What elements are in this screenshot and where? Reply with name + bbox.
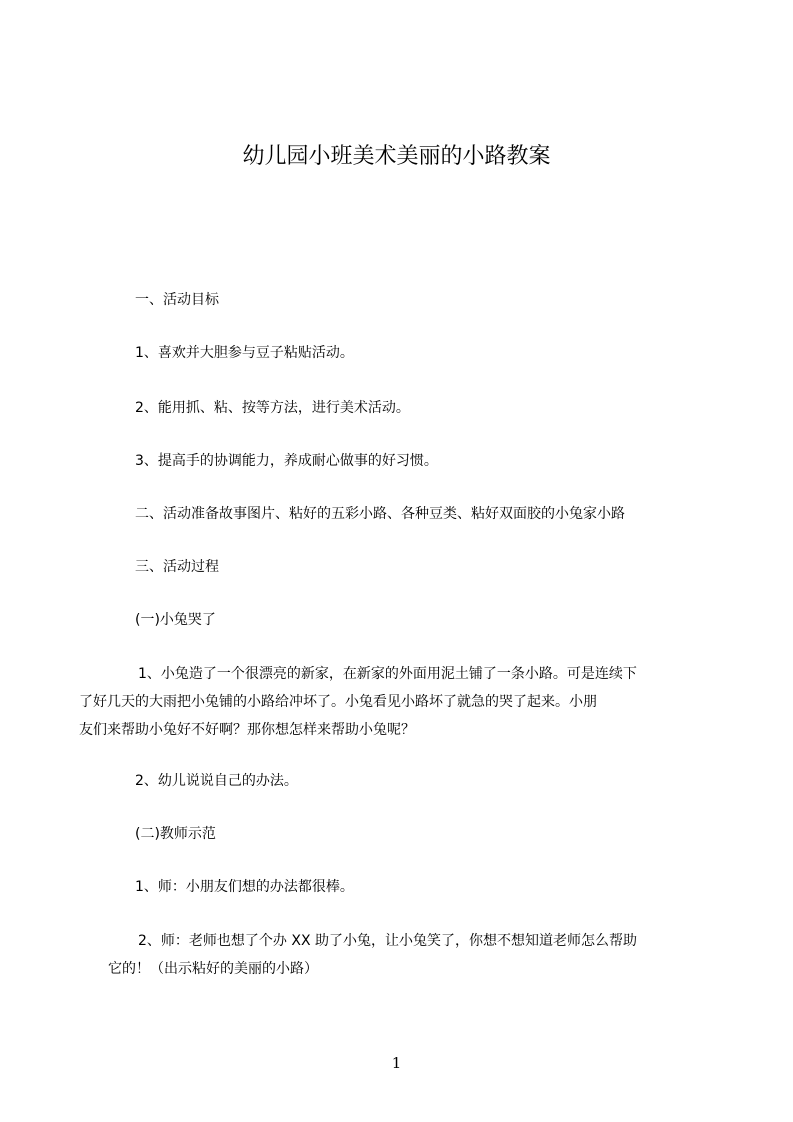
- subsection-teacher-demo: (二)教师示范: [135, 826, 216, 842]
- story-line: 了好几天的大雨把小兔铺的小路给冲坏了。小兔看见小路坏了就急的哭了起来。小朋: [79, 694, 597, 710]
- story-paragraph: [79, 660, 709, 744]
- story-line: 1、小兔造了一个很漂亮的新家，在新家的外面用泥土铺了一条小路。可是连续下: [138, 666, 637, 682]
- demo-paragraph: [79, 927, 709, 983]
- goal-item-3: 3、提高手的协调能力，养成耐心做事的好习惯。: [135, 453, 438, 469]
- section-heading-preparation: 二、活动准备故事图片、粘好的五彩小路、各种豆类、粘好双面胶的小兔家小路: [135, 506, 625, 522]
- section-heading-process: 三、活动过程: [135, 559, 219, 575]
- section-heading-goals: 一、活动目标: [135, 292, 219, 308]
- page-number: 1: [391, 1054, 402, 1072]
- child-ideas-item: 2、幼儿说说自己的办法。: [135, 773, 298, 789]
- goal-item-2: 2、能用抓、粘、按等方法，进行美术活动。: [135, 400, 410, 416]
- goal-item-1: 1、喜欢并大胆参与豆子粘贴活动。: [135, 345, 354, 361]
- story-line: 友们来帮助小兔好不好啊？那你想怎样来帮助小兔呢？: [79, 722, 415, 738]
- demo-line: 它的！（出示粘好的美丽的小路）: [108, 961, 318, 977]
- subsection-rabbit-cried: (一)小兔哭了: [135, 612, 216, 628]
- teacher-item-1: 1、师：小朋友们想的办法都很棒。: [135, 879, 354, 895]
- document-title: 幼儿园小班美术美丽的小路教案: [242, 144, 551, 169]
- demo-line: 2、师：老师也想了个办 XX 助了小兔，让小兔笑了，你想不想知道老师怎么帮助: [138, 933, 637, 949]
